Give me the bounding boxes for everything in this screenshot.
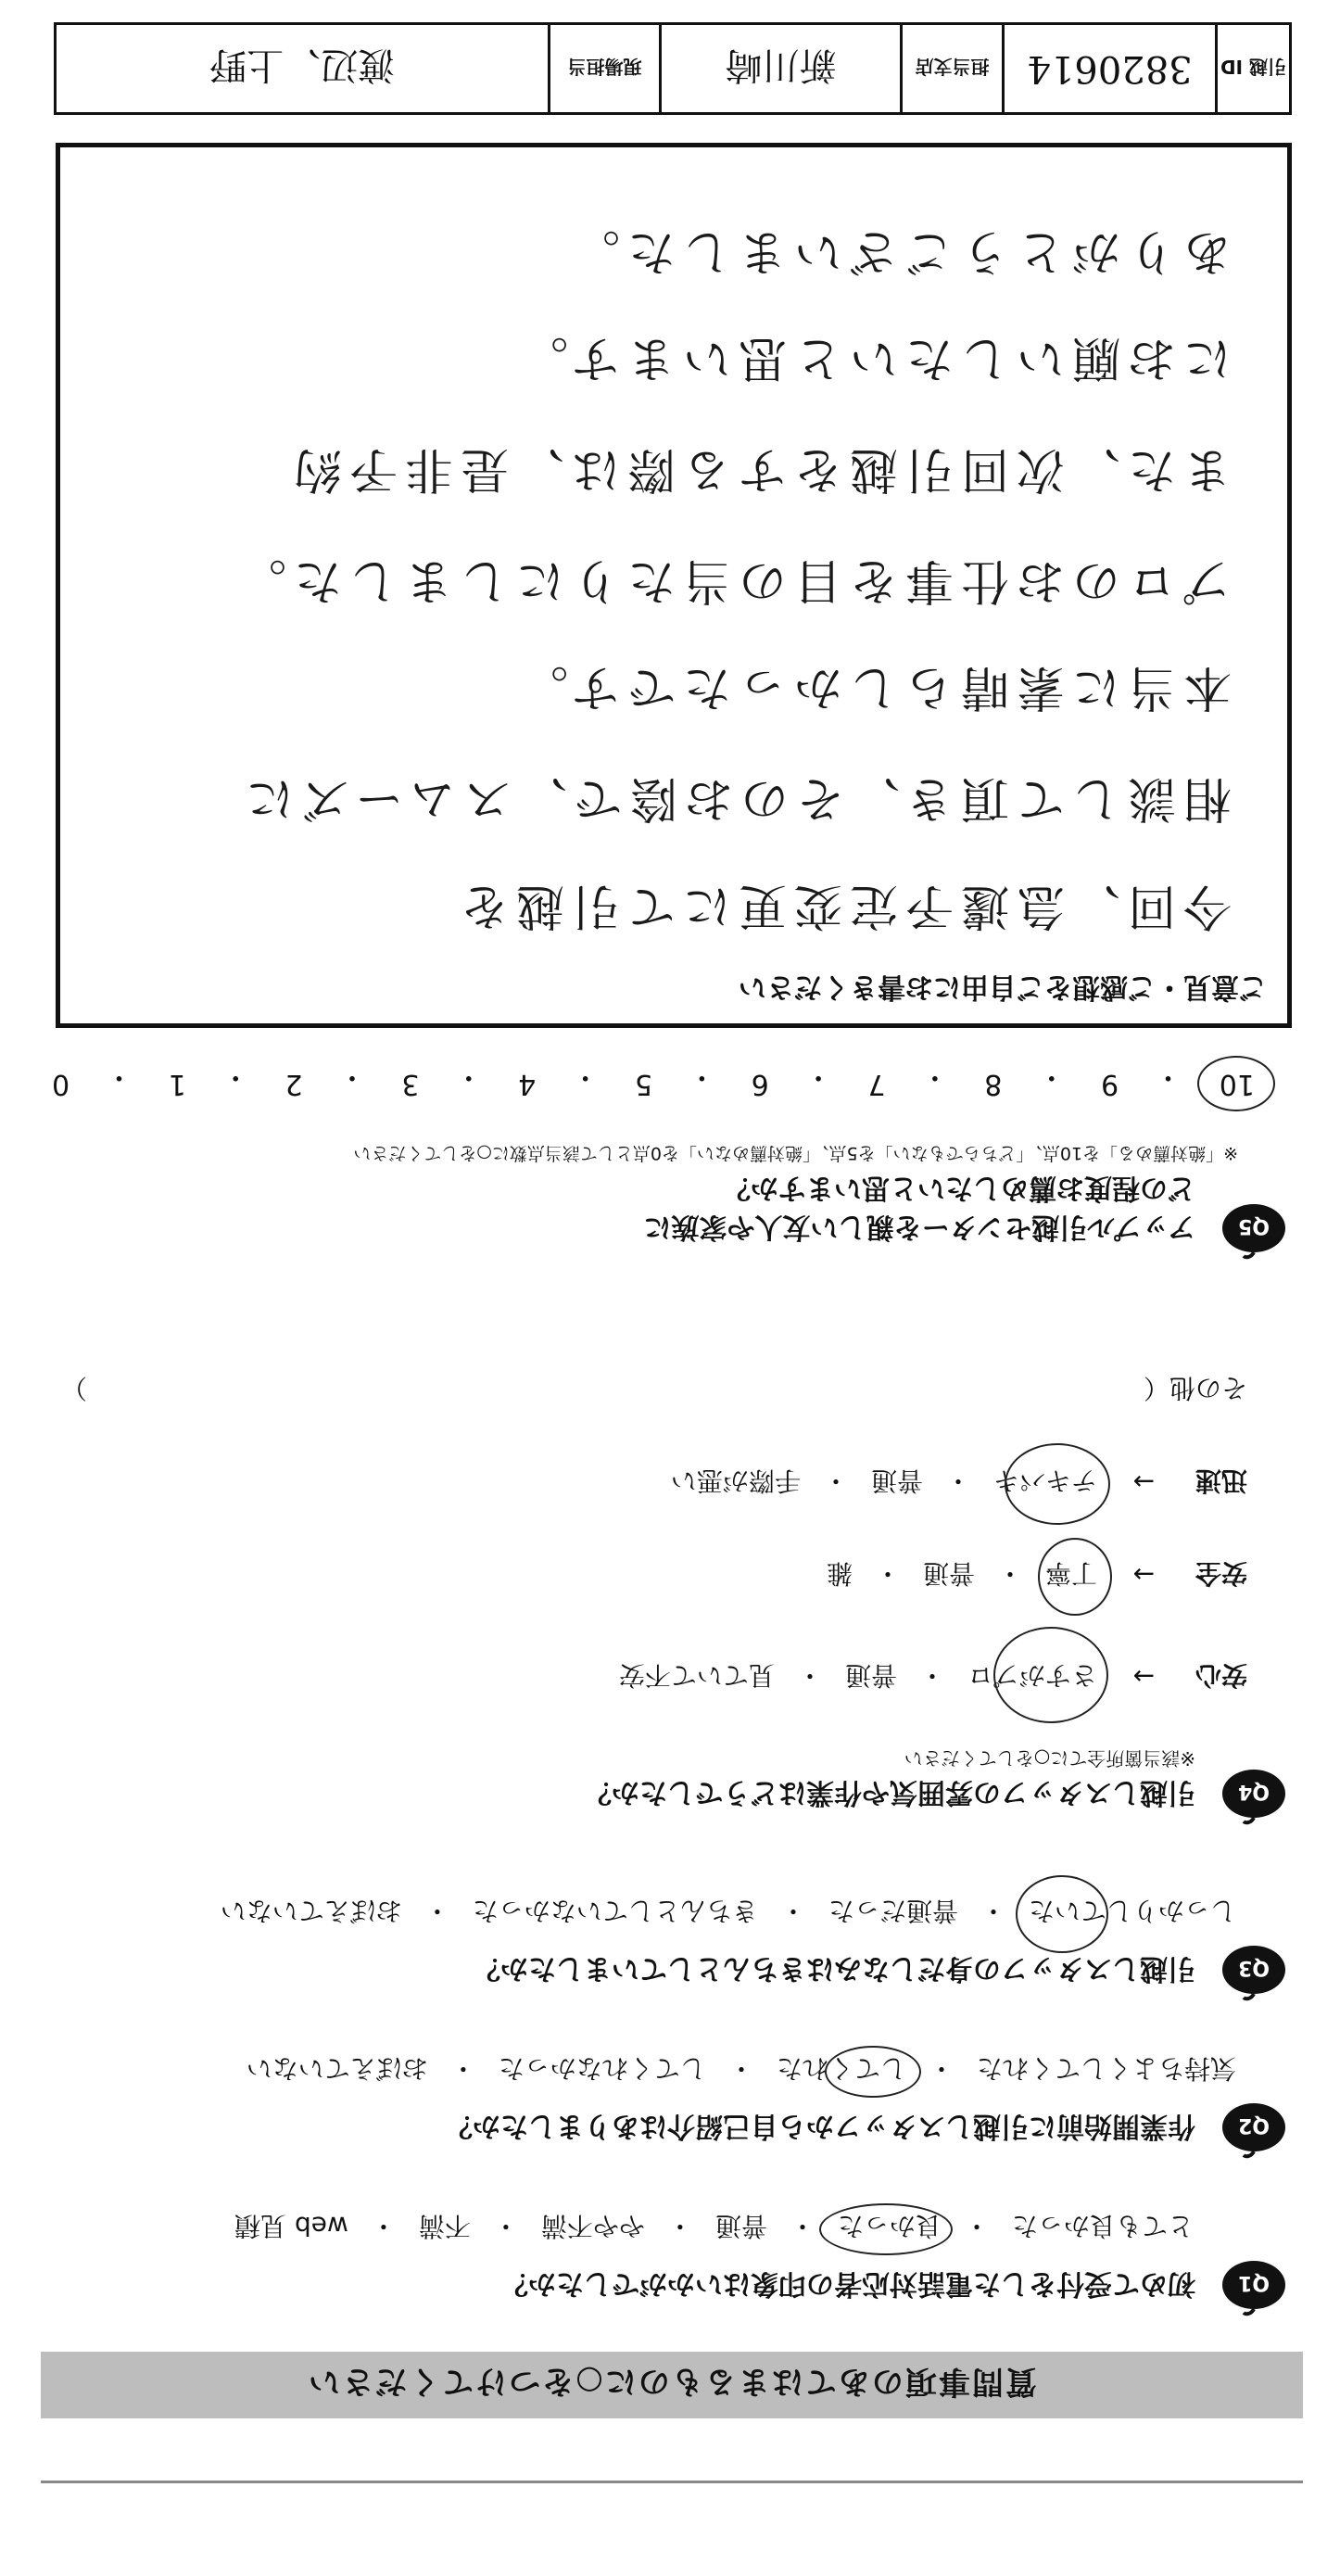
selection-circle <box>1016 1875 1108 1953</box>
selection-circle <box>1005 1443 1110 1525</box>
q1-badge <box>1220 2257 1288 2316</box>
q4-option[interactable]: 手際が悪い <box>670 1466 801 1496</box>
q1-option[interactable]: web 見積 <box>234 2211 348 2241</box>
q5-score[interactable]: 2 <box>284 1068 303 1100</box>
q1-options: とても良かった ・ 良かった ・ 普通 ・ やや不満 ・ 不満 ・ web 見積 <box>233 2209 1195 2246</box>
q5-score[interactable]: 0 <box>52 1068 70 1100</box>
apple-badge-icon <box>1220 2257 1288 2316</box>
q1-question: 初めて受付をした電話対応者の印象はいかがでしたか？ <box>500 2267 1195 2300</box>
selection-circle <box>819 2203 953 2255</box>
q1-option[interactable]: 普通 <box>714 2211 767 2241</box>
q1-option[interactable]: とても良かった <box>1011 2211 1194 2241</box>
q2-option[interactable]: してくれなかった <box>498 2053 706 2084</box>
q3-option-selected[interactable]: しっかりしていた <box>1027 1894 1238 1931</box>
q5-score[interactable]: 1 <box>168 1068 186 1100</box>
q4-option-selected[interactable]: テキパキ <box>992 1464 1099 1501</box>
top-rule <box>41 2481 1303 2483</box>
comment-line: 本当に素晴らしかったです。 <box>512 659 1232 715</box>
q1-option-selected[interactable]: 良かった <box>836 2209 943 2246</box>
q5-score[interactable]: 5 <box>634 1068 652 1100</box>
q4-option-selected[interactable]: 丁寧 <box>1043 1556 1099 1593</box>
q5-badge <box>1220 1200 1288 1260</box>
q4-row-anshin: 安心 → さすがプロ ・ 普通 ・ 見ていて不安 <box>617 1658 1247 1695</box>
q5-question-line1: アップル引越センターを親しい友人や家族に <box>643 1211 1195 1243</box>
arrow-icon: → <box>1132 1559 1155 1591</box>
q5-score[interactable]: 7 <box>867 1068 886 1100</box>
q4-row-label: 安全 <box>1195 1558 1247 1589</box>
selection-circle <box>1038 1538 1112 1616</box>
question-q3 <box>41 1872 1303 2001</box>
q4-row-label: 迅速 <box>1195 1466 1247 1496</box>
q4-note: ※該当箇所全てに○をしてください <box>904 1747 1195 1770</box>
apple-badge-icon <box>1220 1942 1288 2001</box>
comment-title: ご意見・ご感想をご自由にお書きください <box>739 971 1267 1003</box>
leader-label: 現場担当 <box>567 56 642 79</box>
q4-question: 引越しスタッフの雰囲気や作業はどうでしたか？ <box>584 1776 1195 1808</box>
q4-option[interactable]: 普通 <box>870 1466 923 1496</box>
comment-line: ありがとうございました。 <box>563 223 1232 279</box>
question-q1 <box>41 2187 1303 2316</box>
comment-box[interactable] <box>56 143 1292 1028</box>
q5-score[interactable]: 6 <box>751 1068 769 1100</box>
svg-text:Q2: Q2 <box>1237 2113 1270 2137</box>
q4-option-selected[interactable]: さすがプロ <box>966 1658 1099 1695</box>
q4-row-other <box>61 1371 1247 1408</box>
q5-score[interactable]: 9 <box>1101 1068 1119 1100</box>
question-q2 <box>41 2029 1303 2159</box>
q3-badge <box>1220 1942 1288 2001</box>
comment-line: また、次回引越をする際は、是非予約 <box>285 441 1232 497</box>
q2-badge <box>1220 2100 1288 2159</box>
q3-option[interactable]: おぼえていない <box>220 1896 402 1926</box>
branch-label: 担当支店 <box>915 56 990 79</box>
q2-question: 作業開始前に引越しスタッフから自己紹介はありましたか？ <box>445 2110 1195 2142</box>
q4-other-close: ） <box>61 1373 88 1403</box>
q3-question: 引越しスタッフの身だしなみはきちんとしていましたか？ <box>473 1952 1195 1985</box>
q5-score[interactable]: 4 <box>518 1068 537 1100</box>
apple-badge-icon <box>1220 2100 1288 2159</box>
q5-score[interactable]: 8 <box>984 1068 1003 1100</box>
q4-option[interactable]: 雑 <box>826 1558 853 1589</box>
comment-line: 相談して頂き、そのお陰で、スムーズに <box>238 770 1232 826</box>
q3-option[interactable]: きちんとしていなかった <box>472 1896 758 1926</box>
q2-option[interactable]: 気持ちよくしてくれた <box>976 2053 1236 2084</box>
leader-label-cell <box>548 25 659 112</box>
q3-options: しっかりしていた ・ 普通だった ・ きちんとしていなかった ・ おぼえていない <box>219 1894 1238 1931</box>
comment-line: にお願いしたいと思います。 <box>512 330 1232 386</box>
q5-note: ※「絶対薦める」を10点、「どちらでもない」を5点、「絶対薦めない」を0点として該当点数に○をしてください <box>353 1143 1238 1163</box>
q5-score-selected[interactable]: 10 <box>1218 1060 1257 1100</box>
q4-row-jinsoku: 迅速 → テキパキ ・ 普通 ・ 手際が悪い <box>669 1464 1247 1501</box>
q5-question-line2: どの程度お薦めしたいと思いますか？ <box>723 1172 1195 1204</box>
q1-option[interactable]: 不満 <box>418 2211 471 2241</box>
branch-value: 新川崎 <box>725 44 837 87</box>
selection-circle <box>993 1627 1108 1723</box>
q3-option[interactable]: 普通だった <box>828 1896 958 1926</box>
survey-title-band <box>41 2352 1303 2418</box>
branch-label-cell <box>900 25 1002 112</box>
svg-text:Q3: Q3 <box>1237 1956 1270 1979</box>
question-q4 <box>41 1306 1303 1825</box>
q4-option[interactable]: 普通 <box>844 1660 897 1691</box>
arrow-icon: → <box>1132 1466 1155 1498</box>
branch-value-cell <box>659 25 900 112</box>
q4-other-label: その他（ <box>1143 1373 1247 1403</box>
q4-row-anzen: 安全 → 丁寧 ・ 普通 ・ 雑 <box>825 1556 1247 1593</box>
survey-title: 質問事項のあてはまるものに○をつけてください <box>307 2363 1037 2401</box>
selection-circle <box>1197 1056 1275 1111</box>
arrow-icon: → <box>1132 1661 1155 1693</box>
q5-scale: 10 ・ 9 ・ 8 ・ 7 ・ 6 ・ 5 ・ 4 ・ 3 ・ 2 ・ 1 ・ 0 <box>52 1060 1257 1100</box>
leader-value: 渡辺、上野 <box>209 44 395 87</box>
apple-badge-icon <box>1220 1200 1288 1260</box>
q4-option[interactable]: 見ていて不安 <box>618 1660 775 1691</box>
id-label: 引越 ID <box>1220 56 1287 79</box>
svg-text:Q5: Q5 <box>1237 1214 1270 1237</box>
svg-text:Q4: Q4 <box>1237 1780 1270 1803</box>
q1-option[interactable]: やや不満 <box>540 2211 645 2241</box>
q4-badge <box>1220 1766 1288 1825</box>
id-label-cell <box>1215 25 1289 112</box>
comment-line: 今回、急遽予定変更にて引越を <box>452 878 1232 933</box>
comment-line: プロのお仕事を目の当たりにしました。 <box>230 552 1232 608</box>
q5-score[interactable]: 3 <box>401 1068 420 1100</box>
apple-badge-icon <box>1220 1766 1288 1825</box>
id-value: 3820614 <box>1027 47 1193 90</box>
svg-text:Q1: Q1 <box>1237 2271 1270 2294</box>
q4-row-label: 安心 <box>1195 1660 1247 1691</box>
selection-circle <box>825 2046 921 2098</box>
footer-info-table <box>54 22 1292 115</box>
id-value-cell <box>1002 25 1215 112</box>
q2-option-selected[interactable]: してくれた <box>775 2051 908 2088</box>
q2-option[interactable]: おぼえていない <box>246 2053 428 2084</box>
q2-options: 気持ちよくしてくれた ・ してくれた ・ してくれなかった ・ おぼえていない <box>245 2051 1238 2088</box>
leader-value-cell <box>57 25 548 112</box>
q4-option[interactable]: 普通 <box>922 1558 975 1589</box>
